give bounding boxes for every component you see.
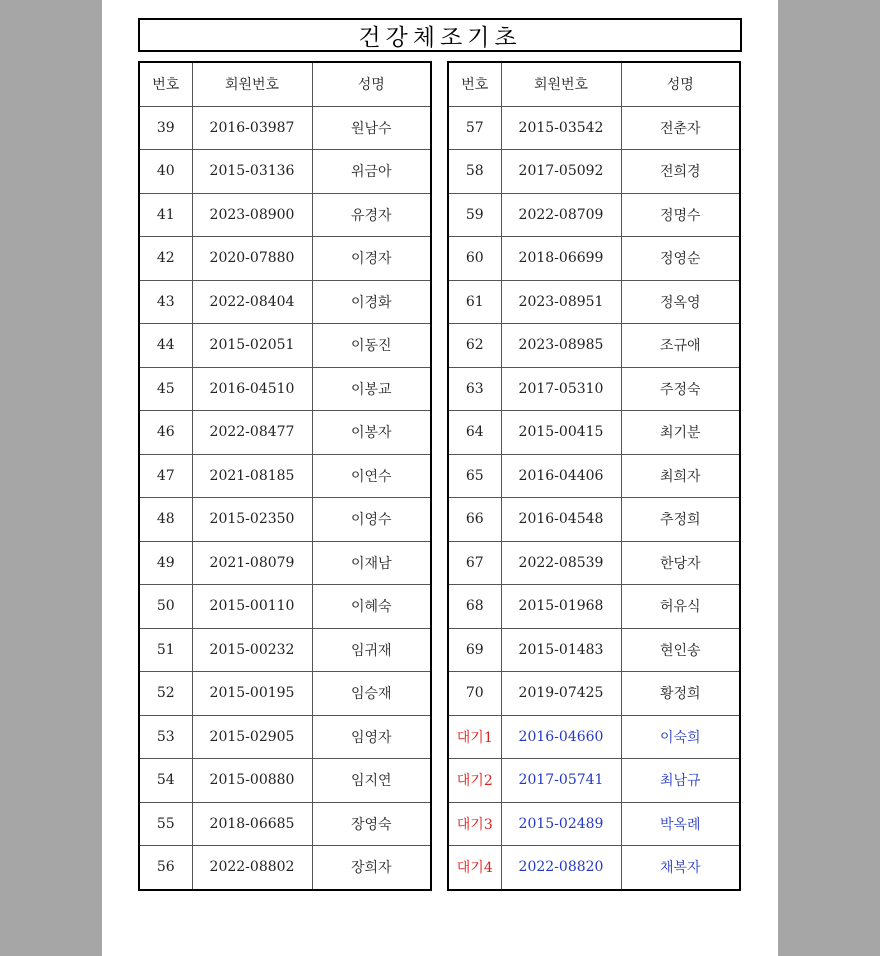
header-member-id: 회원번호: [501, 62, 621, 106]
roster-table-left: [138, 61, 432, 891]
cell-no: 55: [139, 802, 192, 846]
table-row: [139, 150, 431, 194]
cell-no: 66: [448, 498, 501, 542]
cell-name: 추정희: [621, 498, 740, 542]
table-row: [139, 846, 431, 890]
cell-no: 대기2: [448, 759, 501, 803]
cell-no: 57: [448, 106, 501, 150]
header-row: [139, 62, 431, 106]
table-row: [448, 759, 740, 803]
cell-no: 62: [448, 324, 501, 368]
header-member-id: 회원번호: [192, 62, 312, 106]
cell-no: 70: [448, 672, 501, 716]
table-row: [448, 411, 740, 455]
table-row: [448, 846, 740, 890]
table-row: [139, 454, 431, 498]
cell-member-id: 2021-08079: [192, 541, 312, 585]
cell-member-id: 2015-01483: [501, 628, 621, 672]
cell-name: 허유식: [621, 585, 740, 629]
cell-name: 위금아: [312, 150, 431, 194]
table-row: [448, 498, 740, 542]
cell-no: 40: [139, 150, 192, 194]
cell-name: 최희자: [621, 454, 740, 498]
cell-name: 조규애: [621, 324, 740, 368]
cell-member-id: 2017-05741: [501, 759, 621, 803]
table-row: [139, 628, 431, 672]
table-row: [448, 715, 740, 759]
cell-member-id: 2015-02051: [192, 324, 312, 368]
cell-member-id: 2016-04510: [192, 367, 312, 411]
cell-member-id: 2015-03136: [192, 150, 312, 194]
cell-member-id: 2017-05092: [501, 150, 621, 194]
cell-member-id: 2022-08709: [501, 193, 621, 237]
cell-member-id: 2015-00195: [192, 672, 312, 716]
cell-member-id: 2020-07880: [192, 237, 312, 281]
cell-name: 정명수: [621, 193, 740, 237]
cell-no: 41: [139, 193, 192, 237]
cell-name: 이경자: [312, 237, 431, 281]
table-row: [448, 541, 740, 585]
cell-member-id: 2023-08951: [501, 280, 621, 324]
table-row: [448, 802, 740, 846]
table-row: [448, 237, 740, 281]
table-row: [139, 715, 431, 759]
cell-no: 42: [139, 237, 192, 281]
header-no: 번호: [448, 62, 501, 106]
cell-name: 전춘자: [621, 106, 740, 150]
cell-member-id: 2015-03542: [501, 106, 621, 150]
table-row: [139, 585, 431, 629]
table-row: [448, 672, 740, 716]
cell-no: 60: [448, 237, 501, 281]
cell-no: 69: [448, 628, 501, 672]
cell-no: 44: [139, 324, 192, 368]
cell-member-id: 2016-03987: [192, 106, 312, 150]
cell-member-id: 2022-08820: [501, 846, 621, 890]
cell-name: 이혜숙: [312, 585, 431, 629]
table-row: [448, 150, 740, 194]
cell-no: 65: [448, 454, 501, 498]
cell-name: 원남수: [312, 106, 431, 150]
cell-member-id: 2022-08802: [192, 846, 312, 890]
cell-member-id: 2019-07425: [501, 672, 621, 716]
page-title: 건강체조기초: [138, 18, 742, 52]
cell-name: 이재남: [312, 541, 431, 585]
table-row: [139, 541, 431, 585]
table-row: [448, 280, 740, 324]
cell-name: 주정숙: [621, 367, 740, 411]
table-row: [448, 324, 740, 368]
cell-name: 최남규: [621, 759, 740, 803]
cell-no: 50: [139, 585, 192, 629]
cell-member-id: 2022-08404: [192, 280, 312, 324]
cell-member-id: 2021-08185: [192, 454, 312, 498]
cell-name: 임영자: [312, 715, 431, 759]
cell-no: 51: [139, 628, 192, 672]
cell-name: 정영순: [621, 237, 740, 281]
cell-name: 한당자: [621, 541, 740, 585]
cell-name: 장희자: [312, 846, 431, 890]
cell-name: 이동진: [312, 324, 431, 368]
cell-name: 장영숙: [312, 802, 431, 846]
table-row: [448, 585, 740, 629]
document-page: [102, 0, 778, 956]
cell-no: 46: [139, 411, 192, 455]
cell-no: 64: [448, 411, 501, 455]
cell-no: 58: [448, 150, 501, 194]
cell-no: 61: [448, 280, 501, 324]
cell-member-id: 2022-08539: [501, 541, 621, 585]
header-name: 성명: [621, 62, 740, 106]
cell-member-id: 2015-00880: [192, 759, 312, 803]
cell-name: 이봉교: [312, 367, 431, 411]
cell-no: 43: [139, 280, 192, 324]
cell-member-id: 2022-08477: [192, 411, 312, 455]
header-name: 성명: [312, 62, 431, 106]
table-row: [139, 759, 431, 803]
cell-no: 52: [139, 672, 192, 716]
cell-member-id: 2015-00415: [501, 411, 621, 455]
cell-no: 54: [139, 759, 192, 803]
cell-no: 대기1: [448, 715, 501, 759]
cell-member-id: 2015-02905: [192, 715, 312, 759]
table-row: [139, 498, 431, 542]
cell-no: 63: [448, 367, 501, 411]
roster-table-right: [447, 61, 741, 891]
cell-no: 67: [448, 541, 501, 585]
table-row: [448, 193, 740, 237]
cell-no: 49: [139, 541, 192, 585]
table-row: [139, 802, 431, 846]
table-row: [139, 411, 431, 455]
cell-member-id: 2015-00232: [192, 628, 312, 672]
cell-member-id: 2018-06699: [501, 237, 621, 281]
cell-name: 황정희: [621, 672, 740, 716]
cell-member-id: 2015-02489: [501, 802, 621, 846]
cell-no: 59: [448, 193, 501, 237]
cell-member-id: 2016-04406: [501, 454, 621, 498]
cell-no: 45: [139, 367, 192, 411]
cell-member-id: 2015-02350: [192, 498, 312, 542]
cell-member-id: 2016-04660: [501, 715, 621, 759]
cell-name: 이영수: [312, 498, 431, 542]
cell-member-id: 2015-01968: [501, 585, 621, 629]
cell-no: 56: [139, 846, 192, 890]
cell-member-id: 2015-00110: [192, 585, 312, 629]
cell-no: 대기4: [448, 846, 501, 890]
cell-name: 최기분: [621, 411, 740, 455]
cell-name: 이연수: [312, 454, 431, 498]
table-row: [448, 454, 740, 498]
table-row: [139, 367, 431, 411]
cell-member-id: 2016-04548: [501, 498, 621, 542]
cell-member-id: 2023-08985: [501, 324, 621, 368]
cell-no: 53: [139, 715, 192, 759]
table-row: [139, 280, 431, 324]
cell-no: 47: [139, 454, 192, 498]
table-row: [139, 193, 431, 237]
cell-member-id: 2023-08900: [192, 193, 312, 237]
cell-no: 48: [139, 498, 192, 542]
cell-name: 유경자: [312, 193, 431, 237]
cell-name: 채복자: [621, 846, 740, 890]
cell-name: 이숙희: [621, 715, 740, 759]
header-row: [448, 62, 740, 106]
cell-member-id: 2018-06685: [192, 802, 312, 846]
cell-name: 이봉자: [312, 411, 431, 455]
table-row: [139, 672, 431, 716]
table-row: [448, 628, 740, 672]
table-row: [139, 106, 431, 150]
cell-name: 전희경: [621, 150, 740, 194]
cell-name: 현인송: [621, 628, 740, 672]
cell-no: 68: [448, 585, 501, 629]
cell-member-id: 2017-05310: [501, 367, 621, 411]
cell-name: 임귀재: [312, 628, 431, 672]
cell-name: 정옥영: [621, 280, 740, 324]
table-row: [448, 367, 740, 411]
table-row: [448, 106, 740, 150]
table-row: [139, 237, 431, 281]
table-row: [139, 324, 431, 368]
cell-name: 임지연: [312, 759, 431, 803]
cell-name: 임승재: [312, 672, 431, 716]
cell-no: 대기3: [448, 802, 501, 846]
cell-no: 39: [139, 106, 192, 150]
header-no: 번호: [139, 62, 192, 106]
cell-name: 박옥례: [621, 802, 740, 846]
cell-name: 이경화: [312, 280, 431, 324]
